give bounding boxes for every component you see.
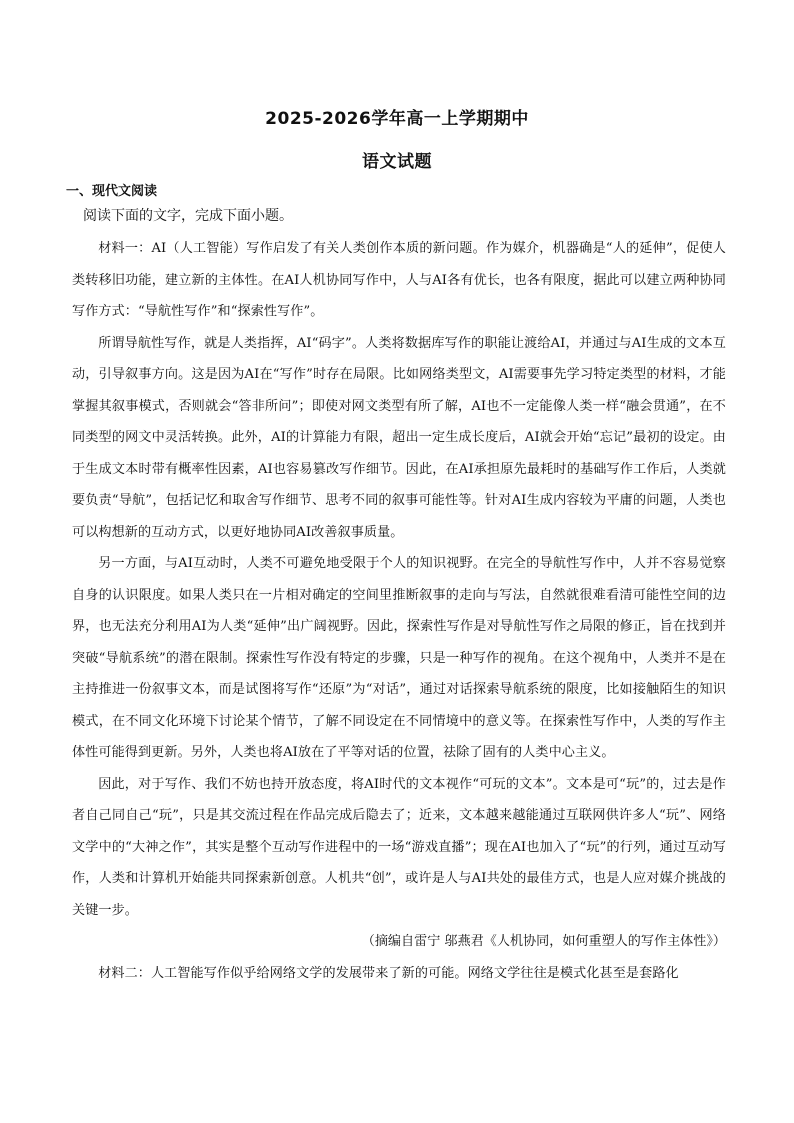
paragraph-material-2: 材料二：人工智能写作似乎给网络文学的发展带来了新的可能。网络文学往往是模式化甚至是套路化 <box>98 965 679 981</box>
reading-instruction: 阅读下面的文字，完成下面小题。 <box>83 208 293 224</box>
source-citation: （摘编自雷宁 邬燕君《人机协同，如何重塑人的写作主体性》） <box>361 934 726 949</box>
document-subtitle: 语文试题 <box>362 152 432 172</box>
paragraph-material-1: 材料一：AI（人工智能）写作启发了有关人类创作本质的新问题。作为媒介，机器确是“人的延伸”，促使人类转移旧功能，建立新的主体性。在AI人机协同写作中，人与AI各有优长，也各有限度，据此可以建立两种协同写作方式：“导航性写作”和“探索性写作”。 <box>72 241 726 319</box>
paragraph-playable-text: 因此，对于写作、我们不妨也持开放态度，将AI时代的文本视作“可玩的文本”。文本是可“玩”的，过去是作者自己同自己“玩”，只是其交流过程在作品完成后隐去了；近来，文本越来越能通过互联网供许多人“玩”、网络文学中的“大神之作”，其实是整个互动写作进程中的一场“游戏直播”；现在AI也加入了“玩”的行列，通过互动写作，人类和计算机开始能共同探索新创意。人机共“创”，或许是人与AI共处的最佳方式，也是人应对媒介挑战的关键一步。 <box>72 776 726 918</box>
material-text <box>72 233 726 989</box>
paragraph-navigation-writing: 所谓导航性写作，就是人类指挥，AI“码字”。人类将数据库写作的职能让渡给AI，并通过与AI生成的文本互动，引导叙事方向。这是因为AI在“写作”时存在局限。比如网络类型文，AI需要事先学习特定类型的材料，才能掌握其叙事模式，否则就会“答非所问”；即使对网文类型有所了解，AI也不一定能像人类一样“融会贯通”，在不同类型的网文中灵活转换。此外，AI的计算能力有限，超出一定生成长度后，AI就会开始“忘记”最初的设定。由于生成文本时带有概率性因素，AI也容易篡改写作细节。因此，在AI承担原先最耗时的基础写作工作后，人类就要负责“导航”，包括记忆和取舍写作细节、思考不同的叙事可能性等。针对AI生成内容较为平庸的问题，人类也可以构想新的互动方式，以更好地协同AI改善叙事质量。 <box>72 335 726 540</box>
paragraph-exploration-writing: 另一方面，与AI互动时，人类不可避免地受限于个人的知识视野。在完全的导航性写作中，人并不容易觉察自身的认识限度。如果人类只在一片相对确定的空间里推断叙事的走向与写法，自然就很难看清可能性空间的边界，也无法充分利用AI为人类“延伸”出广阔视野。因此，探索性写作是对导航性写作之局限的修正，旨在找到并突破“导航系统”的潜在限制。探索性写作没有特定的步骤，只是一种写作的视角。在这个视角中，人类并不是在主持推进一份叙事文本，而是试图将写作“还原”为“对话”，通过对话探索导航系统的限度，比如接触陌生的知识模式，在不同文化环境下讨论某个情节，了解不同设定在不同情境中的意义等。在探索性写作中，人类的写作主体性可能得到更新。另外，人类也将AI放在了平等对话的位置，祛除了固有的人类中心主义。 <box>72 556 726 760</box>
document-title: 2025-2026学年高一上学期期中 <box>265 109 529 129</box>
section-heading: 一、现代文阅读 <box>66 184 158 199</box>
